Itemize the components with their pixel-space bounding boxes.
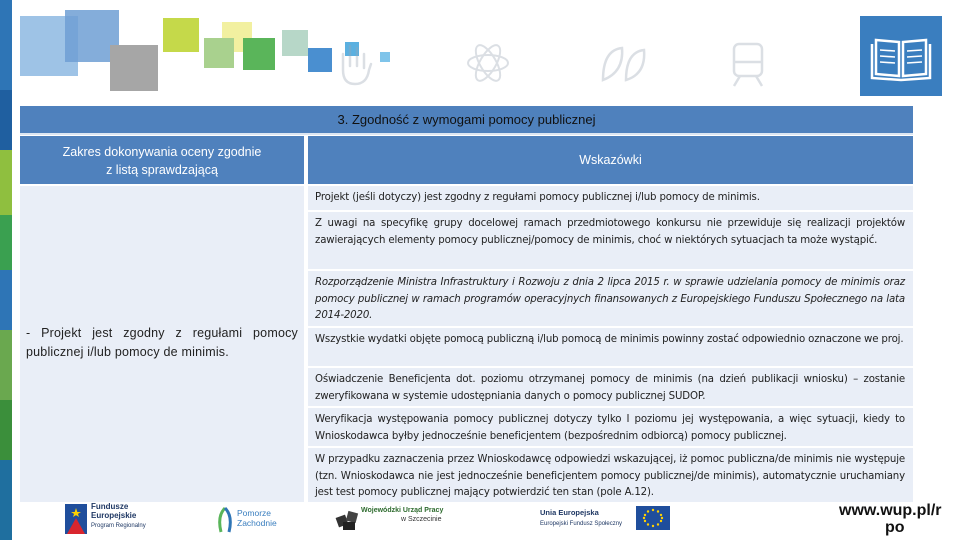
fundusze-europejskie-logo — [65, 502, 165, 538]
header-left-line1: Zakres dokonywania oceny zgodnie — [62, 145, 262, 159]
wup-szczecin-logo — [335, 502, 485, 538]
wup-blocks-icon — [335, 506, 363, 532]
hint-text: Oświadczenie Beneficjenta dot. poziomu otrzymanej pomocy de minimis (na dzień publikacji wniosku) – zostanie zweryfikowana w systemie udostępniania danych o pomocy publicznej SUDOP. — [315, 374, 905, 402]
hint-cell — [308, 212, 913, 269]
pomorze-line1: Pomorze — [237, 508, 272, 518]
hint-cell — [308, 328, 913, 366]
hint-cell — [308, 186, 913, 210]
hint-text: Rozporządzenie Ministra Infrastruktury i Rozwoju z dnia 2 lipca 2015 r. w sprawie udzielania pomocy de minimis oraz pomocy publicznej w ramach programów operacyjnych finansowanych z Europejskiego Funduszu Społecznego na lata 2014-2020. — [315, 277, 905, 321]
wup-line2: w Szczecinie — [401, 516, 442, 523]
book-icon — [860, 16, 942, 96]
hand-icon — [335, 40, 375, 86]
section-title: 3. Zgodność z wymogami pomocy publicznej — [337, 112, 596, 127]
header-hints — [308, 136, 913, 184]
hint-text: Weryfikacja występowania pomocy publicznej dotyczy tylko I poziomu jej występowania, a więc sytuacji, kiedy to Wnioskodawca byłby jednocześnie beneficjentem (bezpośrednim odbiorcą) pomocy publicznej. — [315, 414, 905, 442]
hint-cell — [308, 408, 913, 446]
train-icon — [728, 40, 768, 88]
unia-europejska-logo — [540, 502, 670, 538]
hint-text: W przypadku zaznaczenia przez Wnioskodawcę odpowiedzi wskazującej, iż pomoc publiczna/de minimis nie występuje (tzn. Wnioskodawca nie jest jednocześnie beneficjentem pomocy publicznej/de minimis), automatycznie uruchamiany jest test pomocy publicznej mający potwierdzić ten stan (pole A.12). — [315, 454, 905, 498]
fe-line1: Fundusze — [91, 502, 129, 511]
header-left-line2: z listą sprawdzającą — [106, 163, 218, 177]
hint-text: Projekt (jeśli dotyczy) jest zgodny z regułami pomocy publicznej i/lub pomocy de minimis. — [315, 192, 760, 203]
fe-line3: Program Regionalny — [91, 523, 146, 529]
book-icon-box — [860, 16, 942, 96]
hint-cell — [308, 448, 913, 502]
criterion-cell — [20, 186, 304, 502]
pomorze-emblem-icon — [215, 506, 235, 534]
header-hints-label: Wskazówki — [579, 153, 642, 167]
pomorze-line2: Zachodnie — [237, 518, 277, 528]
hint-text: Wszystkie wydatki objęte pomocą publiczną i/lub pomocą de minimis powinny zostać odpowiednio oznaczone we proj. — [315, 334, 904, 345]
fe-star-icon — [65, 504, 87, 534]
section-title-row — [20, 106, 913, 135]
wup-line1: Wojewódzki Urząd Pracy — [361, 507, 444, 514]
website-url[interactable] — [833, 502, 960, 540]
header-evaluation-scope — [20, 136, 304, 184]
ue-line1: Unia Europejska — [540, 508, 599, 517]
eu-flag-icon — [636, 506, 670, 530]
evaluation-table — [20, 106, 913, 502]
url-line1: www.wup.pl/r — [839, 502, 942, 519]
hint-cell — [308, 271, 913, 326]
criterion-text: - Projekt jest zgodny z regułami pomocy publicznej i/lub pomocy de minimis. — [26, 326, 298, 359]
ue-line2: Europejski Fundusz Społeczny — [540, 521, 623, 527]
pomorze-zachodnie-logo — [215, 502, 285, 538]
leaves-icon — [598, 42, 648, 84]
url-line2: po — [885, 519, 905, 536]
hint-text: Z uwagi na specyfikę grupy docelowej ramach przedmiotowego konkursu nie przewiduje się realizacji projektów zawierających elementy pomocy publicznej/pomocy de minimis, choć w niektórych sytuacjach ta może wystąpić. — [315, 218, 905, 246]
hint-cell — [308, 368, 913, 406]
atom-icon — [465, 40, 511, 86]
fe-line2: Europejskie — [91, 511, 137, 520]
